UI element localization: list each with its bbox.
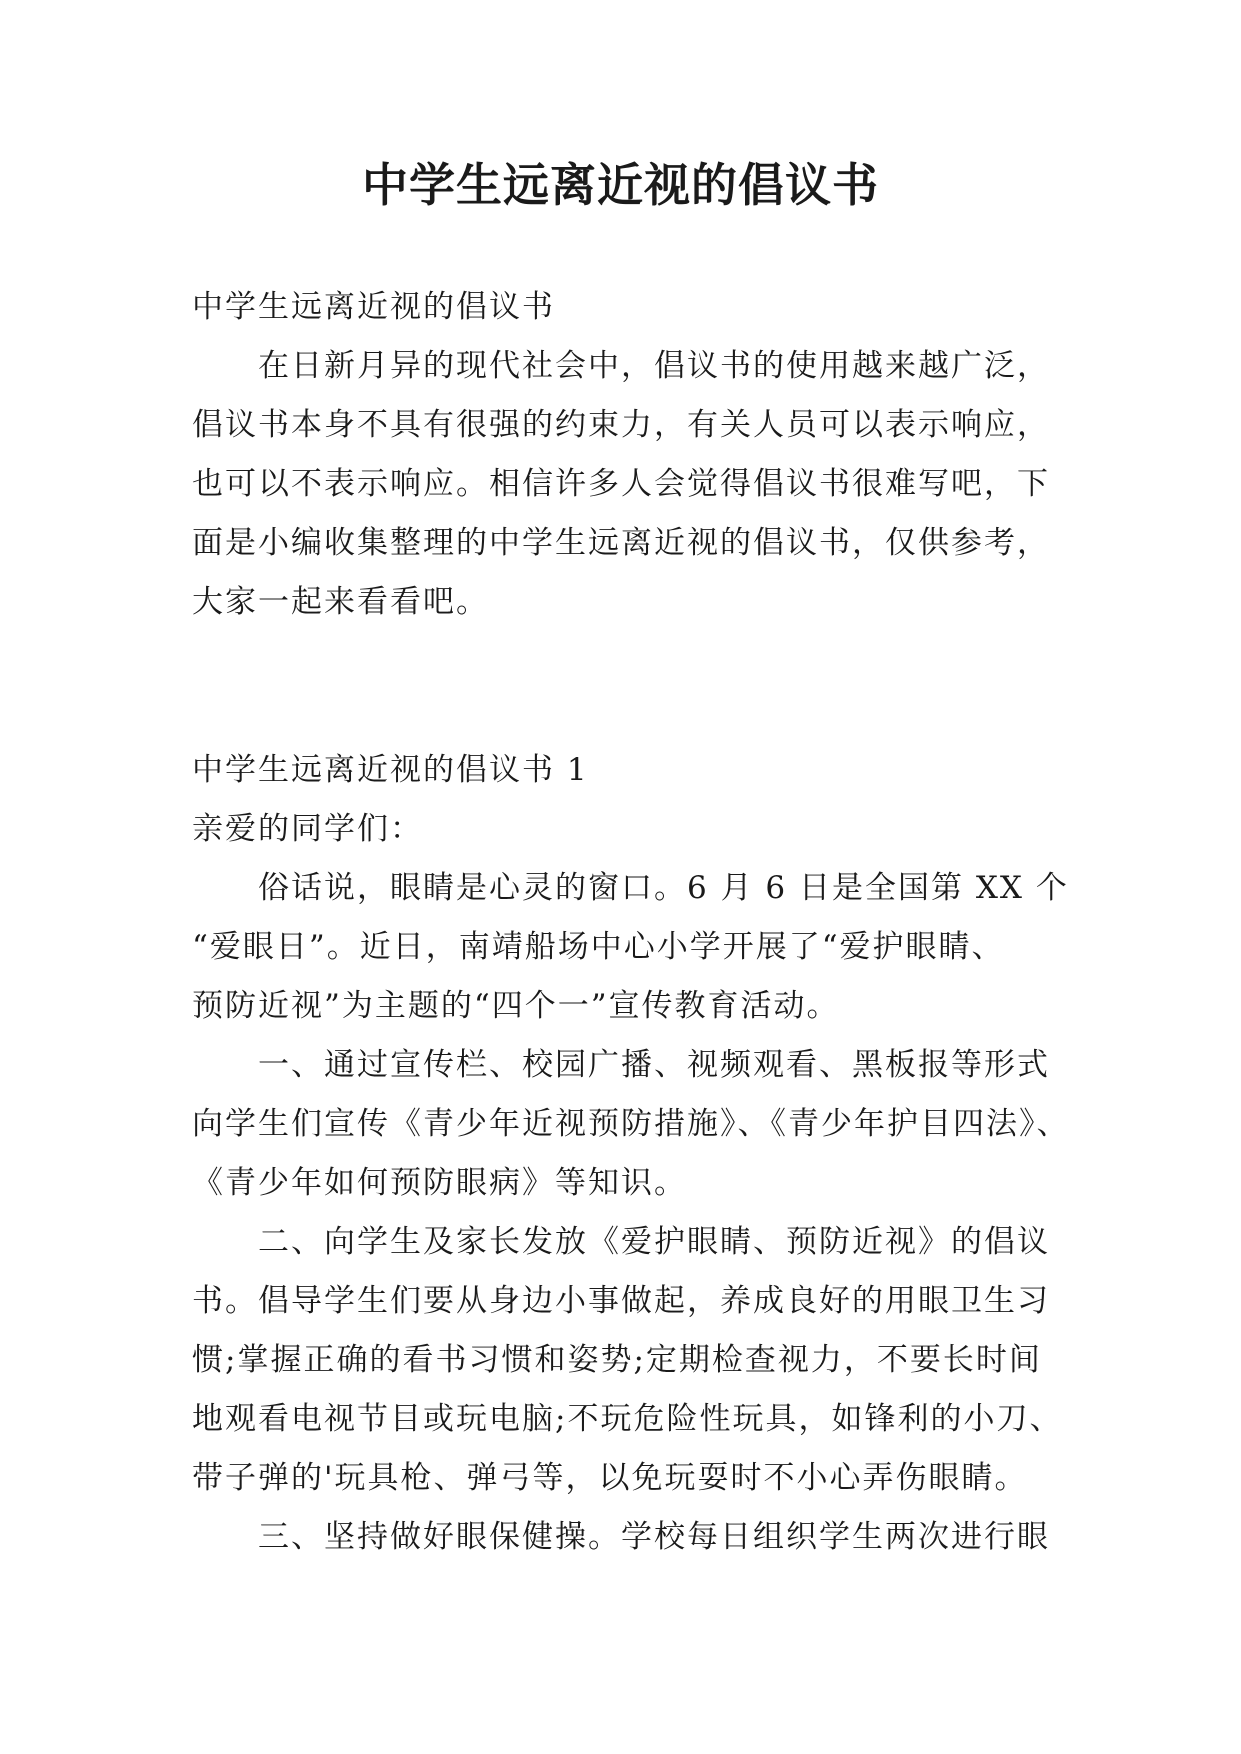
paragraph-line: 向学生们宣传《青少年近视预防措施》、《青少年护目四法》、 [192,1106,1070,1142]
paragraph-line: 地观看电视节目或玩电脑;不玩危险性玩具，如锋利的小刀、 [192,1401,1063,1437]
salutation: 亲爱的同学们： [192,811,423,847]
intro-line: 也可以不表示响应。相信许多人会觉得倡议书很难写吧，下 [192,466,1050,502]
intro-line: 大家一起来看看吧。 [192,584,489,620]
paragraph-line: 二、向学生及家长发放《爱护眼睛、预防近视》的倡议 [258,1224,1050,1260]
paragraph-line: 带子弹的'玩具枪、弹弓等，以免玩耍时不小心弄伤眼睛。 [192,1460,1028,1496]
section-heading: 中学生远离近视的倡议书 1 [192,752,589,788]
paragraph-line: 三、坚持做好眼保健操。学校每日组织学生两次进行眼 [258,1519,1050,1555]
paragraph-line: 《青少年如何预防眼病》等知识。 [192,1165,687,1201]
paragraph-line: “爱眼日”。近日，南靖船场中心小学开展了“爱护眼睛、 [192,929,1005,965]
paragraph-line: 书。倡导学生们要从身边小事做起，养成良好的用眼卫生习 [192,1283,1050,1319]
intro-line: 倡议书本身不具有很强的约束力，有关人员可以表示响应， [192,407,1050,443]
paragraph-line: 预防近视”为主题的“四个一”宣传教育活动。 [192,988,840,1024]
paragraph-line: 惯;掌握正确的看书习惯和姿势;定期检查视力，不要长时间 [192,1342,1042,1378]
section-1-block [192,741,1092,1567]
paragraph-line: 一、通过宣传栏、校园广播、视频观看、黑板报等形式 [258,1047,1050,1083]
intro-heading: 中学生远离近视的倡议书 [192,289,555,325]
intro-block [192,278,1092,632]
intro-line: 在日新月异的现代社会中，倡议书的使用越来越广泛， [258,348,1050,384]
intro-line: 面是小编收集整理的中学生远离近视的倡议书，仅供参考， [192,525,1050,561]
document-title: 中学生远离近视的倡议书 [362,158,879,212]
paragraph-line: 俗话说，眼睛是心灵的窗口。6 月 6 日是全国第 XX 个 [258,870,1069,906]
